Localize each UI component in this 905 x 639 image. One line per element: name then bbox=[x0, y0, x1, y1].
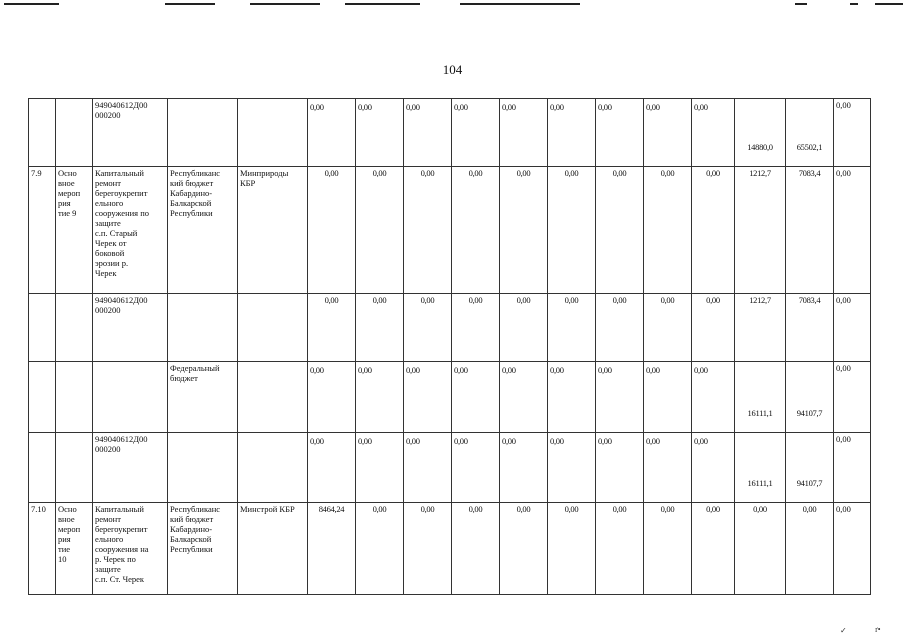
responsible-cell bbox=[238, 294, 308, 362]
row-number-cell bbox=[29, 362, 56, 433]
amount-cell: 65502,1 bbox=[786, 99, 834, 167]
amount-cell: 0,00 bbox=[548, 433, 596, 503]
event-type-cell: Осно вное мероп рия тие 9 bbox=[56, 167, 93, 294]
event-name-cell: Капитальный ремонт берегоукрепит ельного сооружения по защите с.п. Старый Черек от боковой эрозии р. Черек bbox=[93, 167, 168, 294]
amount-cell: 0,00 bbox=[356, 503, 404, 595]
budget-table bbox=[28, 98, 871, 595]
amount-cell: 0,00 bbox=[500, 433, 548, 503]
amount-cell: 0,00 bbox=[308, 433, 356, 503]
amount-cell-last: 0,00 bbox=[834, 167, 871, 294]
amount-cell: 0,00 bbox=[692, 433, 735, 503]
amount-cell: 0,00 bbox=[596, 433, 644, 503]
amount-cell: 0,00 bbox=[596, 99, 644, 167]
amount-cell: 0,00 bbox=[692, 294, 735, 362]
amount-cell: 0,00 bbox=[452, 433, 500, 503]
amount-cell: 0,00 bbox=[644, 362, 692, 433]
amount-cell: 0,00 bbox=[596, 362, 644, 433]
page-number: 104 bbox=[442, 62, 463, 77]
amount-cell: 94107,7 bbox=[786, 433, 834, 503]
amount-cell: 0,00 bbox=[404, 503, 452, 595]
amount-cell: 0,00 bbox=[404, 99, 452, 167]
table-row bbox=[29, 167, 871, 294]
funding-source-cell bbox=[168, 433, 238, 503]
amount-cell: 0,00 bbox=[452, 294, 500, 362]
responsible-cell bbox=[238, 99, 308, 167]
amount-cell: 0,00 bbox=[692, 167, 735, 294]
amount-cell: 0,00 bbox=[404, 362, 452, 433]
event-name-cell: 949040612Д00 000200 bbox=[93, 99, 168, 167]
amount-cell: 0,00 bbox=[548, 294, 596, 362]
amount-cell: 0,00 bbox=[500, 294, 548, 362]
amount-cell-last: 0,00 bbox=[834, 362, 871, 433]
amount-cell: 0,00 bbox=[596, 167, 644, 294]
row-number-cell bbox=[29, 433, 56, 503]
amount-cell: 0,00 bbox=[404, 294, 452, 362]
table-row bbox=[29, 294, 871, 362]
amount-cell: 0,00 bbox=[452, 99, 500, 167]
event-type-cell bbox=[56, 362, 93, 433]
table-row bbox=[29, 99, 871, 167]
amount-cell: 8464,24 bbox=[308, 503, 356, 595]
amount-cell: 0,00 bbox=[644, 433, 692, 503]
responsible-cell: Минстрой КБР bbox=[238, 503, 308, 595]
funding-source-cell bbox=[168, 99, 238, 167]
event-type-cell bbox=[56, 99, 93, 167]
amount-cell-last: 0,00 bbox=[834, 433, 871, 503]
responsible-cell: Минприроды КБР bbox=[238, 167, 308, 294]
amount-cell: 0,00 bbox=[596, 503, 644, 595]
amount-cell: 16111,1 bbox=[735, 433, 786, 503]
amount-cell: 0,00 bbox=[356, 167, 404, 294]
amount-cell: 0,00 bbox=[500, 167, 548, 294]
row-number-cell: 7.9 bbox=[29, 167, 56, 294]
amount-cell: 0,00 bbox=[356, 294, 404, 362]
amount-cell: 1212,7 bbox=[735, 294, 786, 362]
row-number-cell: 7.10 bbox=[29, 503, 56, 595]
amount-cell: 0,00 bbox=[500, 362, 548, 433]
table-row bbox=[29, 433, 871, 503]
amount-cell: 0,00 bbox=[452, 362, 500, 433]
table-body bbox=[29, 99, 871, 595]
amount-cell: 0,00 bbox=[735, 503, 786, 595]
row-number-cell bbox=[29, 294, 56, 362]
amount-cell: 0,00 bbox=[548, 167, 596, 294]
event-name-cell bbox=[93, 362, 168, 433]
event-name-cell: 949040612Д00 000200 bbox=[93, 433, 168, 503]
amount-cell: 0,00 bbox=[308, 167, 356, 294]
funding-source-cell: Федеральный бюджет bbox=[168, 362, 238, 433]
amount-cell: 0,00 bbox=[308, 294, 356, 362]
amount-cell: 0,00 bbox=[404, 167, 452, 294]
amount-cell: 0,00 bbox=[308, 99, 356, 167]
amount-cell: 0,00 bbox=[356, 99, 404, 167]
responsible-cell bbox=[238, 362, 308, 433]
top-edge-marks bbox=[0, 0, 905, 10]
funding-source-cell bbox=[168, 294, 238, 362]
amount-cell: 0,00 bbox=[644, 167, 692, 294]
amount-cell: 0,00 bbox=[548, 503, 596, 595]
amount-cell: 1212,7 bbox=[735, 167, 786, 294]
amount-cell: 14880,0 bbox=[735, 99, 786, 167]
amount-cell: 0,00 bbox=[548, 99, 596, 167]
amount-cell-last: 0,00 bbox=[834, 99, 871, 167]
amount-cell: 94107,7 bbox=[786, 362, 834, 433]
responsible-cell bbox=[238, 433, 308, 503]
event-name-cell: 949040612Д00 000200 bbox=[93, 294, 168, 362]
event-type-cell: Осно вное мероп рия тие 10 bbox=[56, 503, 93, 595]
table-row bbox=[29, 503, 871, 595]
amount-cell-last: 0,00 bbox=[834, 294, 871, 362]
amount-cell: 0,00 bbox=[596, 294, 644, 362]
amount-cell: 0,00 bbox=[548, 362, 596, 433]
amount-cell: 0,00 bbox=[644, 503, 692, 595]
amount-cell: 0,00 bbox=[644, 99, 692, 167]
amount-cell: 0,00 bbox=[692, 99, 735, 167]
amount-cell: 0,00 bbox=[692, 503, 735, 595]
amount-cell: 0,00 bbox=[356, 433, 404, 503]
amount-cell: 0,00 bbox=[356, 362, 404, 433]
amount-cell: 16111,1 bbox=[735, 362, 786, 433]
funding-source-cell: Республиканс кий бюджет Кабардино- Балкарской Республики bbox=[168, 167, 238, 294]
amount-cell: 0,00 bbox=[644, 294, 692, 362]
amount-cell: 0,00 bbox=[452, 503, 500, 595]
table-row bbox=[29, 362, 871, 433]
amount-cell: 7083,4 bbox=[786, 294, 834, 362]
amount-cell: 0,00 bbox=[404, 433, 452, 503]
amount-cell: 0,00 bbox=[692, 362, 735, 433]
amount-cell-last: 0,00 bbox=[834, 503, 871, 595]
funding-source-cell: Республиканс кий бюджет Кабардино- Балкарской Республики bbox=[168, 503, 238, 595]
event-type-cell bbox=[56, 294, 93, 362]
event-name-cell: Капитальный ремонт берегоукрепит ельного сооружения на р. Черек по защите с.п. Ст. Черек bbox=[93, 503, 168, 595]
row-number-cell bbox=[29, 99, 56, 167]
amount-cell: 0,00 bbox=[500, 503, 548, 595]
amount-cell: 0,00 bbox=[308, 362, 356, 433]
amount-cell: 0,00 bbox=[452, 167, 500, 294]
event-type-cell bbox=[56, 433, 93, 503]
amount-cell: 0,00 bbox=[500, 99, 548, 167]
amount-cell: 7083,4 bbox=[786, 167, 834, 294]
amount-cell: 0,00 bbox=[786, 503, 834, 595]
scan-speck: ґ• bbox=[875, 625, 881, 634]
scan-speck: ✓ bbox=[840, 626, 847, 635]
